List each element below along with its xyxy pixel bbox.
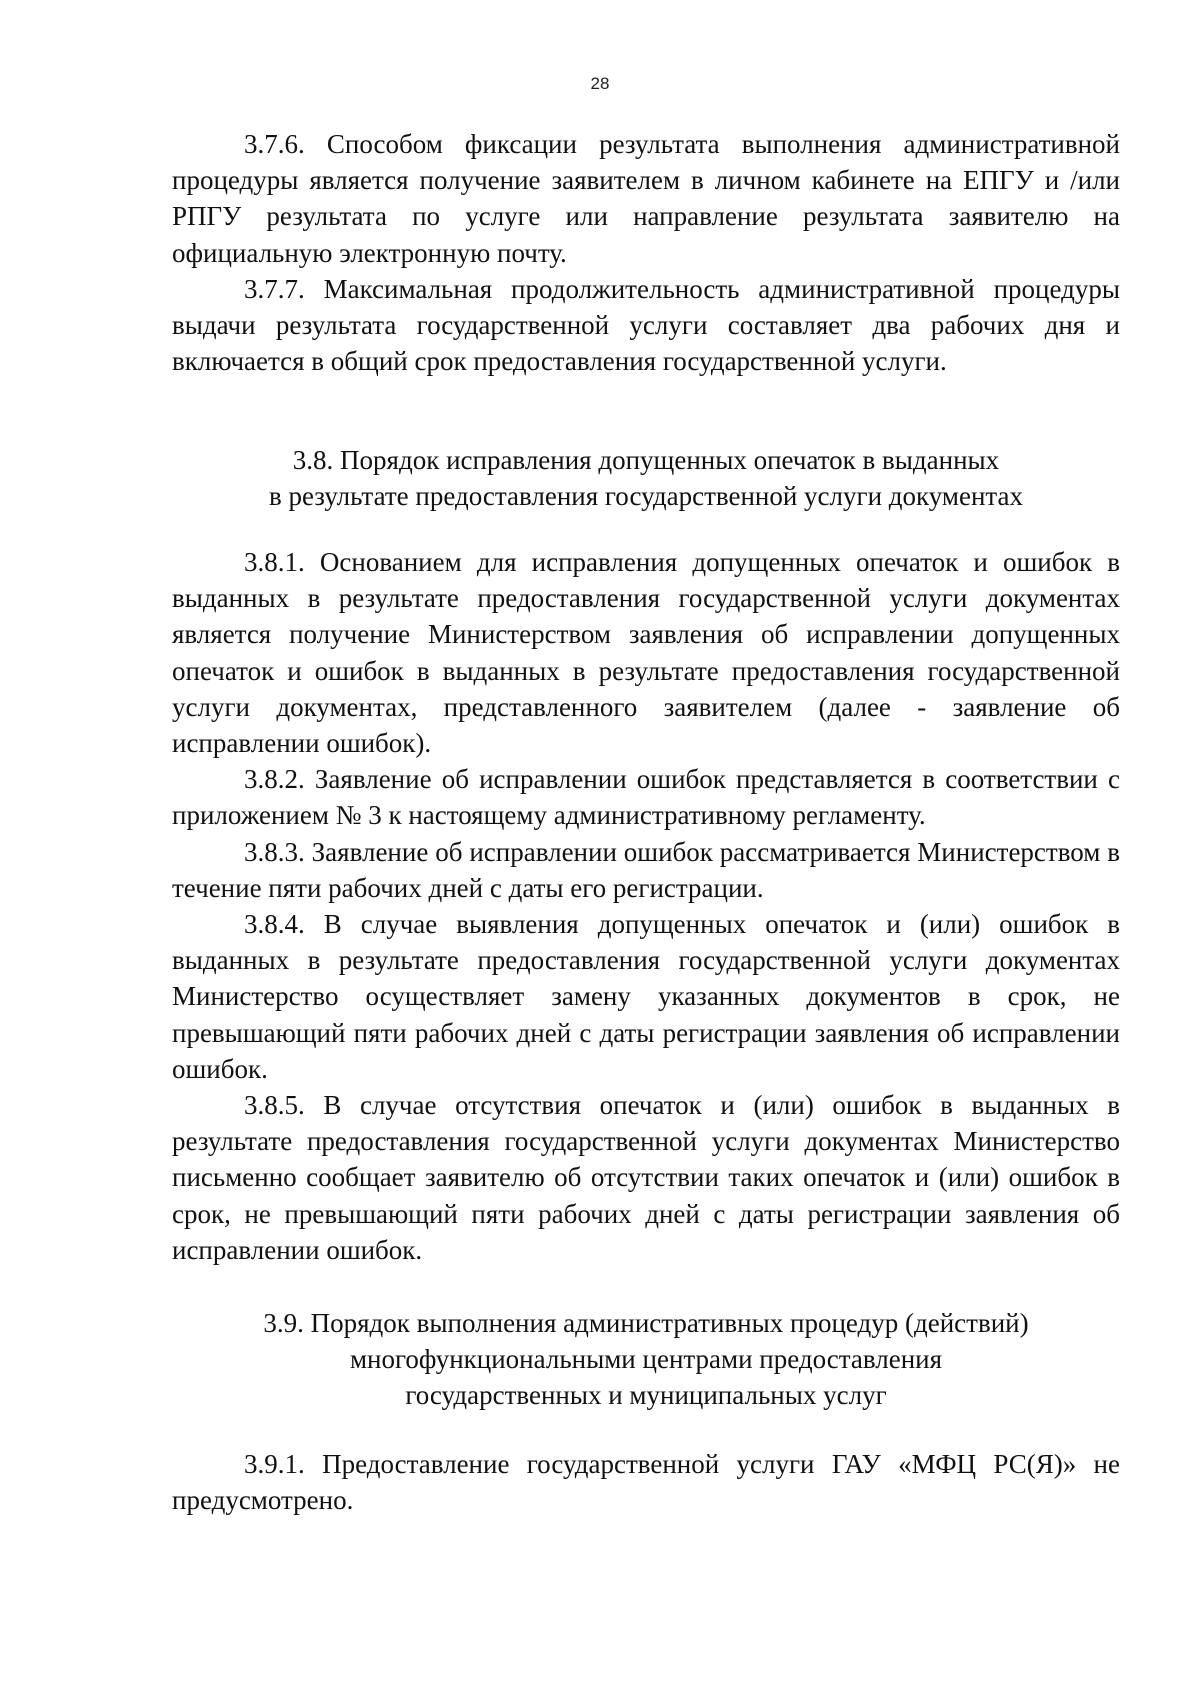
paragraph-3-8-5: 3.8.5. В случае отсутствия опечаток и (или) ошибок в выданных в результате предоставления государственной услуги документах Министерство письменно сообщает заявителю об отсутствии таких опечаток и (или) ошибок в срок, не превышающий пяти рабочих дней с даты регистрации заявления об исправлении ошибок. bbox=[172, 1090, 1120, 1265]
heading-3-8-line-1: 3.8. Порядок исправления допущенных опечаток в выданных bbox=[292, 445, 1000, 475]
page-number: 28 bbox=[590, 74, 610, 93]
section-3-7-paragraphs bbox=[172, 126, 1120, 379]
section-3-8-paragraphs bbox=[172, 544, 1120, 1268]
paragraph-3-9-1: 3.9.1. Предоставление государственной услуги ГАУ «МФЦ РС(Я)» не предусмотрено. bbox=[172, 1449, 1120, 1516]
paragraph-3-8-2: 3.8.2. Заявление об исправлении ошибок представляется в соответствии с приложением № 3 к настоящему административному регламенту. bbox=[172, 764, 1120, 831]
section-3-8-heading bbox=[172, 442, 1120, 514]
heading-3-9-line-1: 3.9. Порядок выполнения административных процедур (действий) bbox=[263, 1308, 1029, 1338]
paragraph-3-8-4: 3.8.4. В случае выявления допущенных опечаток и (или) ошибок в выданных в результате предоставления государственной услуги документах Министерство осуществляет замену указанных документов в срок, не превышающий пяти рабочих дней с даты регистрации заявления об исправлении ошибок. bbox=[172, 909, 1120, 1084]
heading-3-8-line-2: в результате предоставления государственной услуги документах bbox=[268, 481, 1024, 512]
heading-3-9-line-3: государственных и муниципальных услуг bbox=[405, 1380, 887, 1411]
heading-3-9-line-2: многофункциональными центрами предоставления bbox=[349, 1344, 943, 1375]
section-3-9-paragraphs bbox=[172, 1446, 1120, 1518]
paragraph-3-8-1: 3.8.1. Основанием для исправления допущенных опечаток и ошибок в выданных в результате предоставления государственной услуги документах является получение Министерством заявления об исправлении допущенных опечаток и ошибок в выданных в результате предоставления государственной услуги документах, представленного заявителем (далее - заявление об исправлении ошибок). bbox=[172, 547, 1120, 759]
paragraph-3-7-7: 3.7.7. Максимальная продолжительность административной процедуры выдачи результата государственной услуги составляет два рабочих дня и включается в общий срок предоставления государственной услуги. bbox=[172, 273, 1120, 377]
section-3-9-heading bbox=[172, 1305, 1120, 1414]
paragraph-3-8-3: 3.8.3. Заявление об исправлении ошибок рассматривается Министерством в течение пяти рабочих дней с даты его регистрации. bbox=[172, 836, 1120, 903]
paragraph-3-7-6: 3.7.6. Способом фиксации результата выполнения административной процедуры является получение заявителем в личном кабинете на ЕПГУ и /или РПГУ результата по услуге или направление результата заявителю на официальную электронную почту. bbox=[172, 129, 1120, 268]
